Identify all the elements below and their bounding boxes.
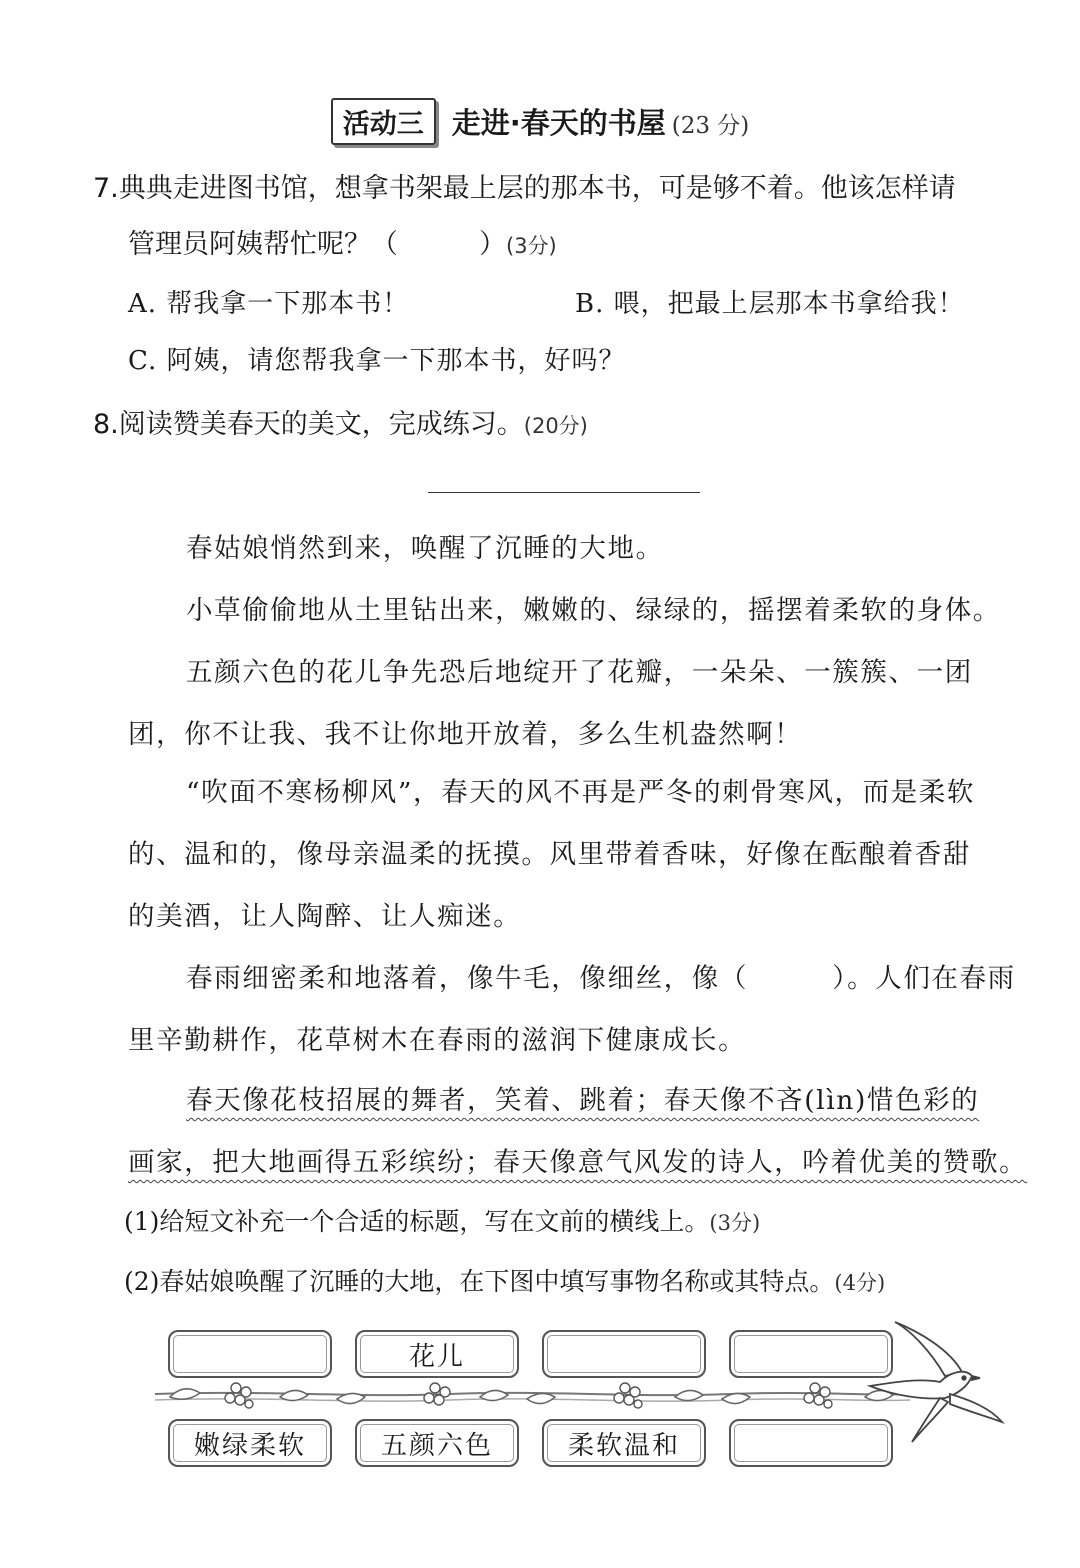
passage-p3-line1: 五颜六色的花儿争先恐后地绽开了花瓣，一朵朵、一簇簇、一团 [186,657,973,688]
q7-points: (3分) [506,234,557,258]
diagram-bottom-box-3[interactable]: 柔软温和 [542,1419,706,1467]
diagram-bottom-box-1[interactable]: 嫩绿柔软 [168,1419,332,1467]
activity-score: (23 分) [671,113,750,139]
passage-p2: 小草偷偷地从土里钻出来，嫩嫩的、绿绿的，摇摆着柔软的身体。 [186,595,1001,626]
passage-p4-line1: “吹面不寒杨柳风”，春天的风不再是严冬的刺骨寒风，而是柔软 [186,777,975,808]
sub-question-1-points: (3分) [709,1211,761,1235]
passage-p5-line1: 春雨细密柔和地落着，像牛毛，像细丝，像（ ）。人们在春雨 [186,963,1016,994]
passage-p1: 春姑娘悄然到来，唤醒了沉睡的大地。 [186,533,664,564]
sub-question-2 [124,1262,885,1298]
passage-p5-line2: 里辛勤耕作，花草树木在春雨的滋润下健康成长。 [128,1025,747,1056]
passage-p4-line2: 的、温和的，像母亲温柔的抚摸。风里带着香味，好像在酝酿着香甜 [128,839,971,870]
q7-option-a: A. 帮我拿一下那本书！ [128,289,410,319]
q7-text-line1: 典典走进图书馆，想拿书架最上层的那本书，可是够不着。他该怎样请 [118,173,956,204]
passage-p6-line1 [186,1078,979,1117]
passage-p4-line3: 的美酒，让人陶醉、让人痴迷。 [128,901,522,932]
diagram-top-box-2[interactable]: 花儿 [355,1330,519,1378]
activity-header [0,98,1080,145]
sub-question-1 [124,1202,760,1238]
activity-tag: 活动三 [331,98,436,145]
title-blank-line [428,492,700,493]
q7-line2 [128,222,557,261]
activity-title: 走进·春天的书屋 [451,106,666,140]
diagram-bottom-box-2[interactable]: 五颜六色 [355,1419,519,1467]
q7-option-b: B. 喂，把最上层那本书拿给我！ [575,289,965,319]
diagram-top-box-4[interactable] [729,1330,893,1378]
q8-text: 阅读赞美春天的美文，完成练习。 [118,409,524,440]
diagram-top-box-3[interactable] [542,1330,706,1378]
diagram-bottom-box-4[interactable] [729,1419,893,1467]
q8-points: (20分) [523,414,588,438]
q7-number: 7. [93,173,119,204]
passage-p3-line2: 团，你不让我、我不让你地开放着，多么生机盎然啊！ [128,719,803,750]
q7-line1 [93,166,956,205]
sub-question-2-text: (2)春姑娘唤醒了沉睡的大地，在下图中填写事物名称或其特点。 [124,1267,835,1296]
diagram-top-box-1[interactable] [168,1330,332,1378]
passage-p6-line2 [128,1140,1027,1179]
wavy-underlined-text-2: 画家，把大地画得五彩缤纷；春天像意气风发的诗人，吟着优美的赞歌。 [128,1147,1028,1178]
q8-line [93,402,588,441]
sub-question-1-text: (1)给短文补充一个合适的标题，写在文前的横线上。 [124,1207,710,1236]
wavy-underlined-text-1: 春天像花枝招展的舞者，笑着、跳着；春天像不吝(lìn)惜色彩的 [186,1085,980,1116]
q8-number: 8. [93,409,119,440]
spring-diagram [150,1320,1030,1490]
q7-text-line2: 管理员阿姨帮忙呢？（ ） [128,229,506,260]
q7-option-c: C. 阿姨，请您帮我拿一下那本书，好吗？ [128,346,626,376]
sub-question-2-points: (4分) [834,1271,886,1295]
